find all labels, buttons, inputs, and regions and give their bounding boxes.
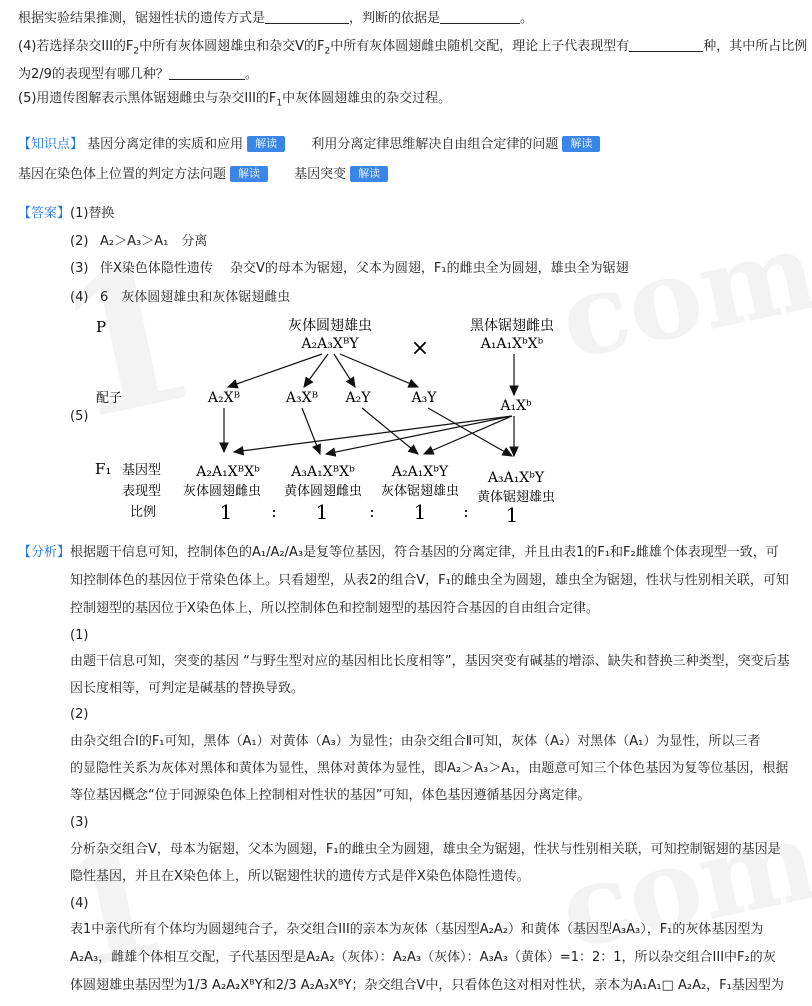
analysis-text: 由杂交组合Ⅰ的F₁可知，黑体（A₁）对黄体（A₃）为显性；由杂交组合Ⅱ可知，灰体（A₂）对黑体（A₁）为显性，所以三者 xyxy=(70,734,761,749)
analysis-text: A₂A₃，雌雄个体相互交配，子代基因型是A₂A₂（灰体）：A₂A₃（灰体）：A₃A₃（黄体）=1：2：1，所以杂交组合III中F₂的灰 xyxy=(70,950,776,965)
knowledge-row xyxy=(18,135,600,155)
knowledge-point: 基因突变 xyxy=(294,167,347,182)
question-text: 种，其中所占比例 xyxy=(703,39,808,54)
explain-button[interactable]: 解读 xyxy=(350,166,388,182)
subscript: 1 xyxy=(276,98,283,109)
gamete: A₃Xᴮ xyxy=(285,390,319,406)
genotype-label: 基因型 xyxy=(122,463,162,478)
analysis-text: 表1中亲代所有个体均为圆翅纯合子，杂交组合III的亲本为灰体（基因型A₂A₂）和黄体（基因型A₃A₃），F₁的灰体基因型为 xyxy=(70,922,764,937)
question-text: 根据实验结果推测，锯翅性状的遗传方式是 xyxy=(18,11,266,26)
f1-label: F₁ xyxy=(95,460,112,478)
answer-number: (3) xyxy=(70,261,89,276)
answer-text: 6 灰体圆翅雄虫和灰体锯翅雌虫 xyxy=(100,290,291,305)
f1-genotype: A₂A₁XᵇY xyxy=(391,464,449,480)
analysis-number: (2) xyxy=(70,707,89,722)
female-phenotype: 黑体锯翅雌虫 xyxy=(470,318,554,334)
question-text: 为2/9的表现型有哪几种？ xyxy=(18,67,169,82)
ratio-value: 1 xyxy=(315,500,329,524)
question-text: ，判断的依据是 xyxy=(349,11,441,26)
f1-genotype: A₂A₁XᴮXᵇ xyxy=(196,464,260,480)
answer-text: A₂＞A₃＞A₁ 分离 xyxy=(100,234,208,249)
question-line xyxy=(18,37,807,62)
explain-button[interactable]: 解读 xyxy=(247,136,285,152)
analysis-line xyxy=(18,543,779,563)
f1-phenotype: 黄体锯翅雄虫 xyxy=(476,490,556,505)
p-label: P xyxy=(96,318,107,336)
analysis-text: 因长度相等，可判定是碱基的替换导致。 xyxy=(70,681,305,696)
analysis-text: 控制翅型的基因位于X染色体上，所以控制体色和控制翅型的基因符合基因的自由组合定律。 xyxy=(70,601,599,616)
f1-phenotype: 灰体锯翅雄虫 xyxy=(380,484,460,499)
female-gamete: A₁Xᵇ xyxy=(500,398,532,414)
question-text: (5)用遗传图解表示黑体锯翅雌虫与杂交III的F xyxy=(18,91,277,106)
analysis-text: 隐性基因，并且在X染色体上，所以锯翅性状的遗传方式是伴X染色体隐性遗传。 xyxy=(70,869,530,884)
question-text: 中所有灰体圆翅雌虫随机交配，理论上子代表现型有 xyxy=(330,39,630,54)
female-genotype: A₁A₁XᵇXᵇ xyxy=(480,336,544,352)
analysis-text: 体圆翅雄虫基因型为1/3 A₂A₂XᴮY和2/3 A₂A₃XᴮY；杂交组合Ⅴ中，只看体色这对相对性状，亲本为A₁A₁□ A₂A₂，F₁基因型为 xyxy=(70,978,784,993)
cross-symbol: × xyxy=(410,336,430,361)
explain-button[interactable]: 解读 xyxy=(562,136,600,152)
ratio-colon: : xyxy=(271,502,277,521)
answer-number: (2) xyxy=(70,234,89,249)
gamete-arrows xyxy=(228,354,514,395)
answer-line xyxy=(70,288,290,308)
ratio-colon: : xyxy=(369,502,375,521)
answer-line xyxy=(18,204,114,224)
gamete: A₂Xᴮ xyxy=(207,390,241,406)
answer-number: (4) xyxy=(70,290,89,305)
analysis-text: 分析杂交组合V，母本为锯翅，父本为圆翅，F₁的雌虫全为圆翅，雄虫全为锯翅，性状与性别相关联，可知控制锯翅的基因是 xyxy=(70,842,781,857)
genetic-diagram xyxy=(0,312,812,527)
gamete: A₃Y xyxy=(411,390,437,406)
f1-phenotype: 灰体圆翅雌虫 xyxy=(182,484,262,499)
question-text: (4)若选择杂交III的F xyxy=(18,39,134,54)
ratio-value: 1 xyxy=(219,500,233,524)
ratio-colon: : xyxy=(463,502,469,521)
gamete: A₂Y xyxy=(345,390,371,406)
subscript: 2 xyxy=(324,46,331,57)
analysis-number: (4) xyxy=(70,896,89,911)
ratio-value: 1 xyxy=(505,503,519,527)
analysis-text: 等位基因概念“位于同源染色体上控制相对性状的基因”可知，体色基因遵循基因分离定律。 xyxy=(70,788,591,803)
explain-button[interactable]: 解读 xyxy=(230,166,268,182)
f1-phenotype: 黄体圆翅雌虫 xyxy=(283,484,363,499)
analysis-text: 根据题干信息可知，控制体色的A₁/A₂/A₃是复等位基因，符合基因的分离定律，并且由表1的F₁和F₂雌雄个体表现型一致，可 xyxy=(70,545,779,560)
subscript: 2 xyxy=(133,46,140,57)
answer-text: (1)替换 xyxy=(70,206,115,221)
question-text: 。 xyxy=(520,11,534,26)
question-line xyxy=(18,9,533,29)
knowledge-point: 基因分离定律的实质和应用 xyxy=(87,137,244,152)
analysis-tag: 【分析】 xyxy=(18,545,71,560)
f1-genotype: A₃A₁XᵇY xyxy=(487,470,545,486)
answer-number: (5) xyxy=(70,409,89,424)
knowledge-point: 利用分离定律思维解决自由组合定律的问题 xyxy=(311,137,559,152)
analysis-number: (3) xyxy=(70,815,89,830)
knowledge-point: 基因在染色体上位置的判定方法问题 xyxy=(18,167,227,182)
analysis-text: 由题干信息可知，突变的基因 “与野生型对应的基因相比长度相等”，基因突变有碱基的增添、缺失和替换三种类型，突变后基 xyxy=(70,654,790,669)
analysis-text: 知控制体色的基因位于常染色体上。只看翅型，从表2的组合V，F₁的雌虫全为圆翅，雄虫全为锯翅，性状与性别相关联，可知 xyxy=(70,573,789,588)
answer-blank xyxy=(440,9,520,24)
ratio-label: 比例 xyxy=(130,505,157,520)
answer-tag: 【答案】 xyxy=(18,206,71,221)
answer-line xyxy=(70,259,629,279)
knowledge-tag: 【知识点】 xyxy=(18,137,84,152)
phenotype-label: 表现型 xyxy=(122,484,162,499)
answer-blank xyxy=(265,9,349,24)
f1-genotype: A₃A₁XᴮXᵇ xyxy=(291,464,355,480)
analysis-number: (1) xyxy=(70,628,89,643)
question-text: 中灰体圆翅雄虫的杂交过程。 xyxy=(282,91,452,106)
knowledge-row xyxy=(18,165,388,185)
answer-blank xyxy=(169,65,245,80)
analysis-text: 的显隐性关系为灰体对黑体和黄体为显性，黑体对黄体为显性，即A₂＞A₃＞A₁，由题意可知三个体色基因为复等位基因，根据 xyxy=(70,761,789,776)
question-line xyxy=(18,89,451,114)
answer-text: 伴X染色体隐性遗传 杂交V的母本为锯翅，父本为圆翅，F₁的雌虫全为圆翅，雄虫全为锯翅 xyxy=(100,261,629,276)
answer-line xyxy=(70,232,207,252)
male-phenotype: 灰体圆翅雄虫 xyxy=(288,318,372,334)
fertilization-arrows xyxy=(224,408,514,456)
gamete-label: 配子 xyxy=(96,391,123,406)
ratio-value: 1 xyxy=(413,500,427,524)
answer-blank xyxy=(629,37,703,52)
male-genotype: A₂A₃XᴮY xyxy=(301,336,359,352)
question-line xyxy=(18,65,258,85)
question-text: 中所有灰体圆翅雄虫和杂交V的F xyxy=(139,39,325,54)
question-text: 。 xyxy=(244,67,258,82)
